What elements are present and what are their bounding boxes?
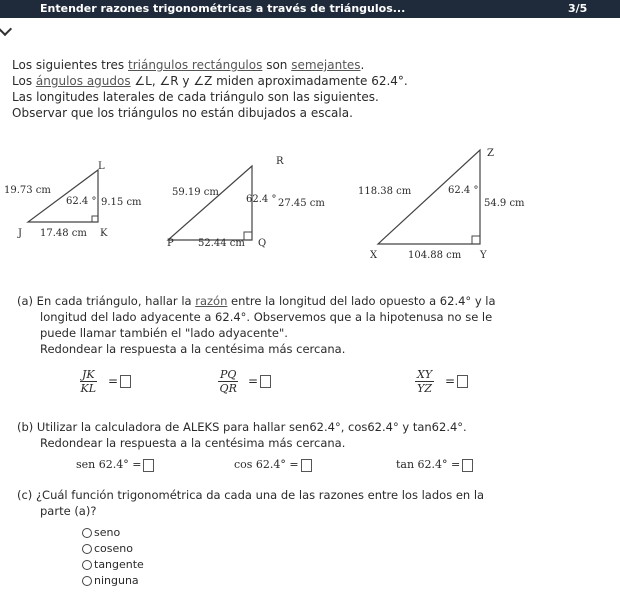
option-seno[interactable]: seno xyxy=(82,526,120,539)
cos-expression: cos 62.4° = xyxy=(234,458,312,472)
fraction-denominator: YZ xyxy=(417,382,432,395)
answer-sen-input[interactable] xyxy=(143,459,154,472)
vertical-side-label: 27.45 cm xyxy=(278,198,325,209)
question-progress: 3/5 xyxy=(568,2,588,15)
hypotenuse-label: 19.73 cm xyxy=(4,185,51,196)
radio-button[interactable] xyxy=(82,528,92,538)
angle-label: 62.4 ° xyxy=(448,185,479,196)
hypotenuse-label: 118.38 cm xyxy=(358,186,412,197)
link-triangulos-rectangulos[interactable]: triángulos rectángulos xyxy=(128,58,263,72)
option-tangente[interactable]: tangente xyxy=(82,558,144,571)
fraction-numerator: JK xyxy=(82,368,95,381)
fraction-xy-yz xyxy=(415,368,434,395)
part-a-line-3: puede llamar también el "lado adyacente". xyxy=(40,326,288,340)
option-ninguna[interactable]: ninguna xyxy=(82,574,139,587)
base-side-label: 52.44 cm xyxy=(198,238,245,249)
fraction-denominator: KL xyxy=(80,382,97,395)
answer-tan-input[interactable] xyxy=(462,459,473,472)
intro-line-1: Los siguientes tres triángulos rectángulos son semejantes. xyxy=(12,58,365,72)
part-c-line-2: parte (a)? xyxy=(40,504,97,518)
sen-expression: sen 62.4° = xyxy=(76,458,154,472)
fraction-denominator: QR xyxy=(219,382,237,395)
answer-pq-qr-input[interactable] xyxy=(260,375,271,388)
radio-button[interactable] xyxy=(82,576,92,586)
part-a-line-2: longitud del lado adyacente a 62.4°. Observemos que a la hipotenusa no se le xyxy=(40,310,493,324)
radio-button[interactable] xyxy=(82,560,92,570)
vertex-r-label: R xyxy=(276,156,284,167)
answer-cos-input[interactable] xyxy=(301,459,312,472)
vertical-side-label: 9.15 cm xyxy=(101,197,142,208)
intro-line-3: Las longitudes laterales de cada triángulo son las siguientes. xyxy=(12,90,379,104)
intro-line-4: Observar que los triángulos no están dibujados a escala. xyxy=(12,106,353,120)
angle-label: 62.4 ° xyxy=(66,196,97,207)
vertex-p-label: P xyxy=(167,238,174,249)
intro-line-2: Los ángulos agudos ∠L, ∠R y ∠Z miden aproximadamente 62.4°. xyxy=(12,74,408,88)
fraction-numerator: XY xyxy=(417,368,433,381)
tan-expression: tan 62.4° = xyxy=(396,458,473,472)
vertex-y-label: Y xyxy=(480,250,487,261)
part-a-line-4: Redondear la respuesta a la centésima más cercana. xyxy=(40,342,346,356)
answer-xy-yz-input[interactable] xyxy=(457,375,468,388)
base-side-label: 17.48 cm xyxy=(40,228,87,239)
vertex-x-label: X xyxy=(370,250,378,261)
vertex-k-label: K xyxy=(100,228,108,239)
equals-sign: = xyxy=(108,374,131,388)
fraction-pq-qr xyxy=(218,368,238,395)
link-razon[interactable]: razón xyxy=(195,294,228,308)
equals-sign: = xyxy=(445,374,468,388)
part-b-line-2: Redondear la respuesta a la centésima más cercana. xyxy=(40,436,346,450)
fraction-jk-kl xyxy=(80,368,97,395)
fraction-numerator: PQ xyxy=(220,368,237,381)
vertex-q-label: Q xyxy=(258,238,267,249)
equals-sign: = xyxy=(248,374,271,388)
vertical-side-label: 54.9 cm xyxy=(484,198,525,209)
base-side-label: 104.88 cm xyxy=(408,250,462,261)
radio-button[interactable] xyxy=(82,544,92,554)
angle-label: 62.4 ° xyxy=(246,194,277,205)
hypotenuse-label: 59.19 cm xyxy=(172,187,219,198)
part-b-line-1: (b) Utilizar la calculadora de ALEKS para hallar sen62.4°, cos62.4° y tan62.4°. xyxy=(17,420,467,434)
vertex-z-label: Z xyxy=(487,148,494,159)
header-title: Entender razones trigonométricas a través de triángulos... xyxy=(40,2,406,15)
part-c-line-1: (c) ¿Cuál función trigonométrica da cada una de las razones entre los lados en la xyxy=(17,488,485,502)
part-a-line-1: (a) En cada triángulo, hallar la razón entre la longitud del lado opuesto a 62.4° y la xyxy=(17,294,496,308)
link-semejantes[interactable]: semejantes xyxy=(291,58,361,72)
answer-jk-kl-input[interactable] xyxy=(120,375,131,388)
vertex-j-label: J xyxy=(18,228,23,239)
option-coseno[interactable]: coseno xyxy=(82,542,133,555)
vertex-l-label: L xyxy=(98,161,105,172)
link-angulos-agudos[interactable]: ángulos agudos xyxy=(35,74,131,88)
